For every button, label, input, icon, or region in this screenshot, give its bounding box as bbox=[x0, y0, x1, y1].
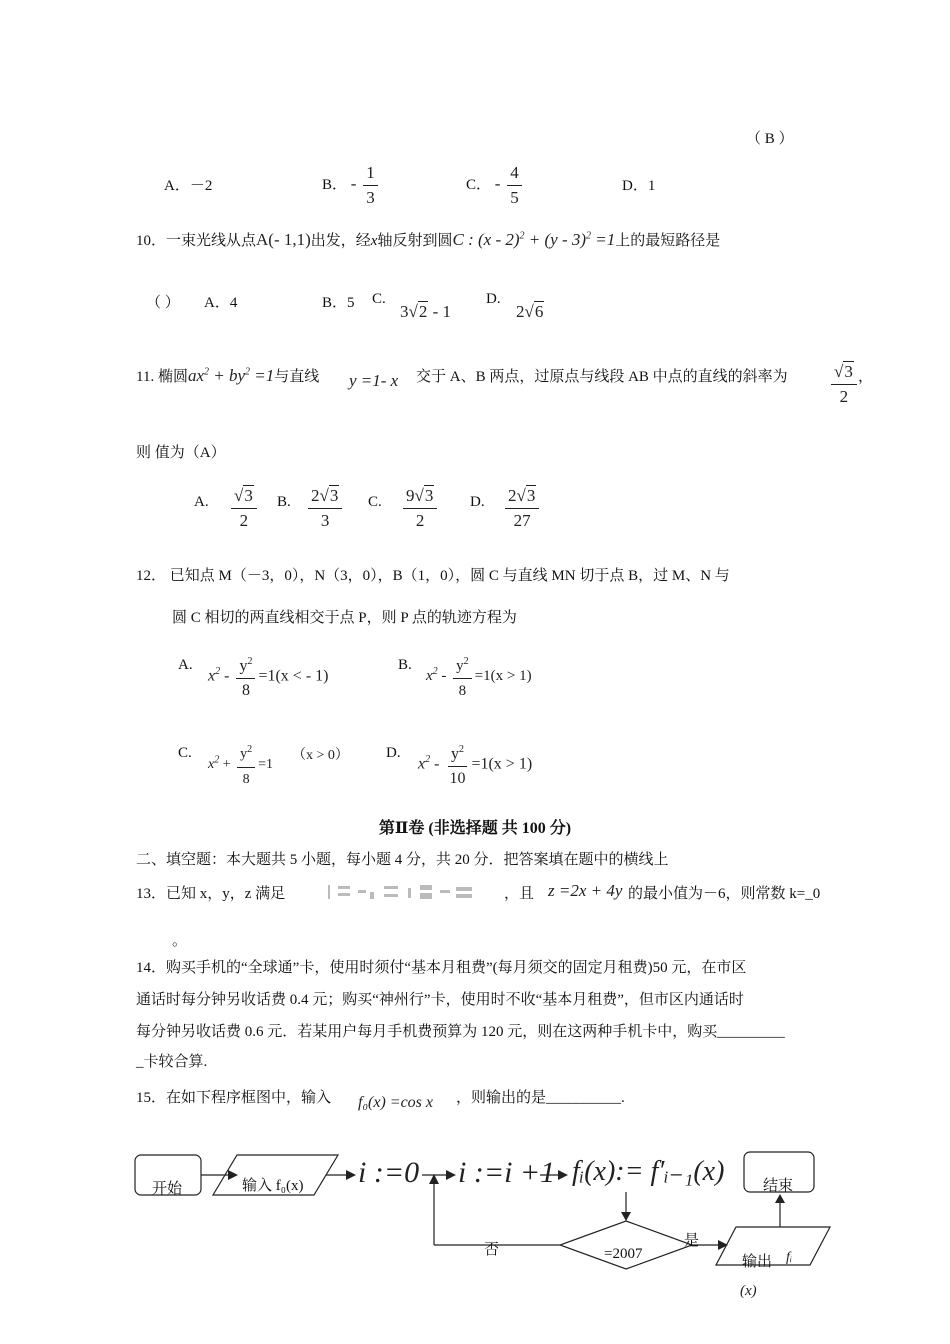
q11-option-a-value: $\frac{√3}{2}$ bbox=[228, 486, 260, 531]
q13-end: 。 bbox=[172, 933, 188, 949]
q11-option-b: B. bbox=[277, 494, 291, 510]
flowchart-output-x: (x) bbox=[740, 1283, 757, 1299]
flowchart-start-label: 开始 bbox=[152, 1181, 183, 1197]
q12-line2: 圆 C 相切的两直线相交于点 P，则 P 点的轨迹方程为 bbox=[172, 610, 517, 626]
q11-option-d: D. bbox=[470, 494, 485, 510]
q13-expression: z =2x + 4y bbox=[548, 881, 623, 900]
fill-blank-intro: 二、填空题：本大题共 5 小题，每小题 4 分，共 20 分．把答案填在题中的横线上 bbox=[136, 852, 669, 868]
q13-lead: 13．已知 x，y，z 满足 bbox=[136, 886, 286, 902]
q12-option-c: C. bbox=[178, 745, 192, 761]
q11-line-equation: y =1- x bbox=[349, 371, 399, 390]
flowchart-output-box bbox=[716, 1227, 830, 1265]
q11-stem-cont: 交于 A、B 两点，过原点与线段 AB 中点的直线的斜率为 bbox=[416, 369, 788, 385]
q14-line2: 通话时每分钟另收话费 0.4 元；购买“神州行”卡，使用时不收“基本月租费”，但市区内通话时 bbox=[136, 992, 744, 1008]
flowchart-yes-label: 是 bbox=[684, 1233, 700, 1249]
q10-option-b: B．5 bbox=[322, 295, 355, 311]
q12-option-c-value: $x^2$ + $\frac{y^2}{8}$ =1 bbox=[208, 740, 273, 790]
q15-expression: f₀(x) =cos x bbox=[358, 1094, 433, 1111]
q11-slope: $\frac{√3}{2}$ bbox=[828, 362, 860, 407]
q13-mid: ，且 bbox=[504, 886, 535, 902]
q10-option-d-value: 2√6 bbox=[516, 302, 544, 321]
q11-line2: 则 值为（A） bbox=[136, 445, 226, 461]
flowchart-increment: i :=i +1 bbox=[458, 1156, 556, 1189]
flowchart-end-label: 结束 bbox=[763, 1178, 794, 1194]
q15-lead: 15．在如下程序框图中，输入 bbox=[136, 1090, 332, 1106]
q14-line1: 14．购买手机的“全球通”卡，使用时须付“基本月租费”(每月须交的固定月租费)50 元，在市区 bbox=[136, 960, 747, 976]
q11-comma: ， bbox=[858, 369, 874, 385]
section-title: 第Ⅱ卷 (非选择题 共 100 分) bbox=[378, 820, 572, 837]
q11-option-b-value: $\frac{2√3}{3}$ bbox=[305, 486, 345, 531]
q10-option-d: D. bbox=[486, 291, 501, 307]
flowchart-output-f: fᵢ bbox=[786, 1250, 793, 1265]
q12-option-c-condition: （x > 0） bbox=[292, 748, 349, 763]
q10-circle-equation: C : (x - 2)$^2$ + (y - 3)$^2$ =1 bbox=[452, 230, 616, 249]
q11-option-a: A. bbox=[194, 494, 209, 510]
flowchart-no-label: 否 bbox=[484, 1242, 500, 1258]
q12-line1: 12． 已知点 M（－3，0），N（3，0），B（1，0），圆 C 与直线 MN 切于点 B，过 M、N 与 bbox=[136, 568, 730, 584]
q12-option-a-value: $x^2$ - $\frac{y^2}{8}$ =1(x < - 1) bbox=[208, 652, 328, 701]
q9-option-b-fraction: $\frac{1}{3}$ bbox=[363, 163, 378, 208]
q11-option-c: C. bbox=[368, 494, 382, 510]
q10-option-c-value: 3√2 - 1 bbox=[400, 302, 452, 321]
q12-option-b-value: $x^2$ - $\frac{y^2}{8}$ =1(x > 1) bbox=[426, 652, 532, 701]
q9-option-c-fraction: $\frac{4}{5}$ bbox=[507, 163, 522, 208]
flowchart-condition-label: =2007 bbox=[604, 1246, 643, 1262]
q9-option-c: C． - $\frac{4}{5}$ bbox=[466, 163, 525, 208]
flowchart-init: i :=0 bbox=[358, 1156, 420, 1189]
q11-stem: 11. 椭圆$ax^2 + by^2 =1$与直线 bbox=[136, 366, 320, 385]
q9-option-d: D．1 bbox=[622, 178, 656, 194]
flowchart-output-label: 输出 bbox=[742, 1254, 773, 1270]
q11-option-c-value: $\frac{9√3}{2}$ bbox=[400, 486, 440, 531]
q12-option-b: B. bbox=[398, 657, 412, 673]
q9-option-a: A．－2 bbox=[164, 178, 213, 194]
q12-option-a: A. bbox=[178, 657, 193, 673]
flowchart-derivative: fᵢ(x):= f′ᵢ₋₁(x) bbox=[572, 1156, 725, 1187]
q11-option-d-value: $\frac{2√3}{27}$ bbox=[502, 486, 542, 531]
q9-option-b: B． - $\frac{1}{3}$ bbox=[322, 163, 381, 208]
q14-line3: 每分钟另收话费 0.6 元．若某用户每月手机费预算为 120 元，则在这两种手机卡中，购买_________ bbox=[136, 1024, 785, 1040]
q14-line4: _卡较合算. bbox=[136, 1054, 208, 1070]
q10-option-c: C. bbox=[372, 291, 386, 307]
q15-tail: ，则输出的是__________. bbox=[456, 1090, 625, 1106]
q10-answer-paren: （ ） bbox=[146, 295, 180, 311]
q11-ellipse-equation: $ax^2 + by^2 =1$ bbox=[187, 366, 275, 385]
q10-option-a: A．4 bbox=[204, 295, 238, 311]
q12-option-d-value: $x^2$ - $\frac{y^2}{10}$ =1(x > 1) bbox=[418, 740, 532, 789]
q10-stem: 10．一束光线从点A(- 1,1)出发，经x轴反射到圆C : (x - 2)$^2$ + (y - 3)$^2$ =1上的最短路径是 bbox=[136, 230, 721, 249]
flowchart-input-label: 输入 f₀(x) bbox=[242, 1178, 304, 1194]
q13-tail: 的最小值为－6，则常数 k=_0 bbox=[628, 886, 821, 902]
q12-option-d: D. bbox=[386, 745, 401, 761]
q9-answer: （ B ） bbox=[746, 131, 794, 147]
